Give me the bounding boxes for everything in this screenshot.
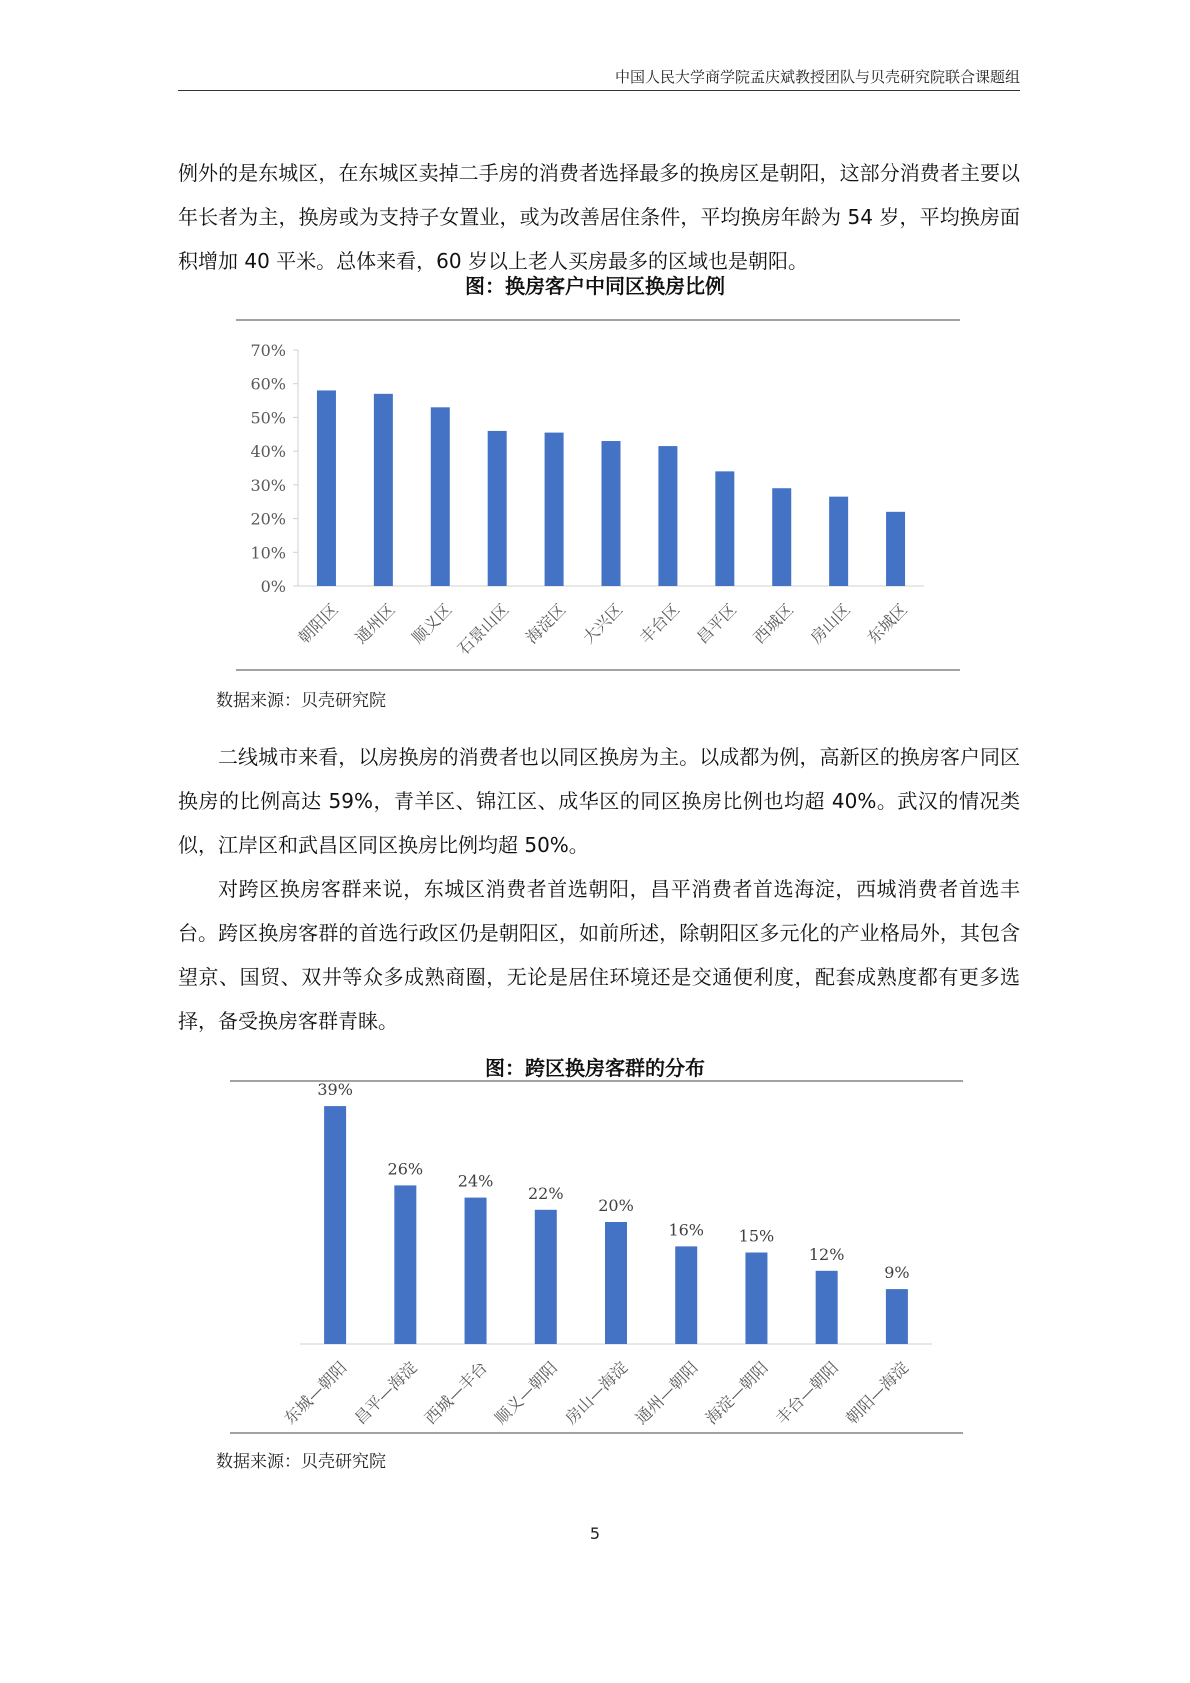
chart1-bar xyxy=(772,488,791,586)
chart1-title: 图：换房客户中同区换房比例 xyxy=(465,274,725,298)
chart2-data-label: 26% xyxy=(387,1159,424,1179)
chart1-y-tick-label: 10% xyxy=(250,543,286,563)
chart1-bar xyxy=(886,512,905,586)
chart2-bar xyxy=(324,1106,346,1344)
chart2-bar xyxy=(675,1246,697,1344)
chart1-x-label: 昌平区 xyxy=(692,599,741,648)
chart2-x-label: 丰台—朝阳 xyxy=(771,1357,842,1428)
header-org-text: 中国人民大学商学院孟庆斌教授团队与贝壳研究院联合课题组 xyxy=(614,68,1020,86)
chart1-y-tick-label: 50% xyxy=(250,408,286,428)
chart2-x-label: 东城—朝阳 xyxy=(280,1357,351,1428)
paragraph-2: 二线城市来看，以房换房的消费者也以同区换房为主。以成都为例，高新区的换房客户同区换房的比例高达 59%，青羊区、锦江区、成华区的同区换房比例也均超 40%。武汉的情况类似，江岸区和武昌区同区换房比例均超 50%。 xyxy=(178,745,1020,857)
chart2-data-label: 22% xyxy=(527,1183,564,1203)
chart2-bar xyxy=(745,1253,767,1345)
chart2-data-label: 16% xyxy=(668,1220,705,1240)
chart2-data-label: 20% xyxy=(598,1196,634,1215)
chart1-y-tick-label: 30% xyxy=(250,475,286,495)
chart1-bar xyxy=(715,471,734,586)
chart2-data-label: 39% xyxy=(317,1080,353,1100)
chart2-bar xyxy=(465,1198,487,1344)
page-number: 5 xyxy=(589,1524,601,1543)
chart1-x-label: 房山区 xyxy=(806,599,854,648)
chart1-x-label: 通州区 xyxy=(351,599,399,648)
chart2-bar xyxy=(394,1185,416,1344)
chart2-data-label: 24% xyxy=(457,1171,494,1191)
chart1-x-label: 东城区 xyxy=(863,599,911,648)
chart1-plot xyxy=(250,341,924,659)
chart1-bar xyxy=(602,441,621,586)
chart2-bar xyxy=(535,1210,557,1344)
chart1-y-tick-label: 70% xyxy=(250,341,286,360)
chart1-x-label: 西城区 xyxy=(749,599,798,648)
chart2-plot xyxy=(280,1080,932,1428)
chart1-bar xyxy=(431,407,450,586)
chart1-source: 数据来源：贝壳研究院 xyxy=(216,691,386,711)
chart2-bar xyxy=(886,1289,908,1344)
chart2-source: 数据来源：贝壳研究院 xyxy=(216,1452,386,1472)
chart2-data-label: 12% xyxy=(808,1244,845,1264)
chart1-x-label: 顺义区 xyxy=(408,599,456,648)
chart2-x-label: 西城—丰台 xyxy=(420,1357,491,1428)
chart1-x-label: 朝阳区 xyxy=(294,599,342,648)
chart2-title: 图：跨区换房客群的分布 xyxy=(485,1056,705,1080)
chart1-y-tick-label: 60% xyxy=(250,374,286,394)
chart2-x-label: 海淀—朝阳 xyxy=(701,1357,772,1428)
chart2-x-label: 昌平—海淀 xyxy=(350,1357,421,1428)
chart1-bar xyxy=(829,497,848,586)
chart1-bar xyxy=(658,446,677,586)
chart1-y-tick-label: 40% xyxy=(250,442,286,462)
chart2-data-label: 15% xyxy=(738,1226,775,1246)
chart1-x-label: 海淀区 xyxy=(522,599,570,648)
chart1-y-tick-label: 0% xyxy=(260,577,286,596)
paragraph-1: 例外的是东城区，在东城区卖掉二手房的消费者选择最多的换房区是朝阳，这部分消费者主要以年长者为主，换房或为支持子女置业，或为改善居住条件，平均换房年龄为 54 岁，平均换房面积增加 40 平米。总体来看，60 岁以上老人买房最多的区域也是朝阳。 xyxy=(178,161,1020,273)
page-header xyxy=(178,68,1020,91)
chart1-y-tick-label: 20% xyxy=(250,509,286,529)
chart2-bar xyxy=(605,1222,627,1344)
chart2-x-label: 顺义—朝阳 xyxy=(491,1357,562,1428)
chart1-x-label: 丰台区 xyxy=(635,599,684,648)
chart2-x-label: 朝阳—海淀 xyxy=(842,1357,913,1428)
chart2-x-label: 房山—海淀 xyxy=(561,1357,632,1428)
paragraph-3: 对跨区换房客群来说，东城区消费者首选朝阳，昌平消费者首选海淀，西城消费者首选丰台。跨区换房客群的首选行政区仍是朝阳区，如前所述，除朝阳区多元化的产业格局外，其包含望京、国贸、双井等众多成熟商圈，无论是居住环境还是交通便利度，配套成熟度都有更多选择，备受换房客群青睐。 xyxy=(178,877,1020,1033)
chart1-bar xyxy=(317,390,336,586)
chart2-data-label: 9% xyxy=(884,1263,910,1283)
chart2-bar xyxy=(816,1271,838,1344)
chart1-x-label: 大兴区 xyxy=(578,599,627,648)
chart1-x-label: 石景山区 xyxy=(453,599,513,659)
chart1-bar xyxy=(545,433,564,586)
chart1-bar xyxy=(374,394,393,586)
chart1-bar xyxy=(488,431,507,586)
chart2-x-label: 通州—朝阳 xyxy=(631,1357,702,1428)
